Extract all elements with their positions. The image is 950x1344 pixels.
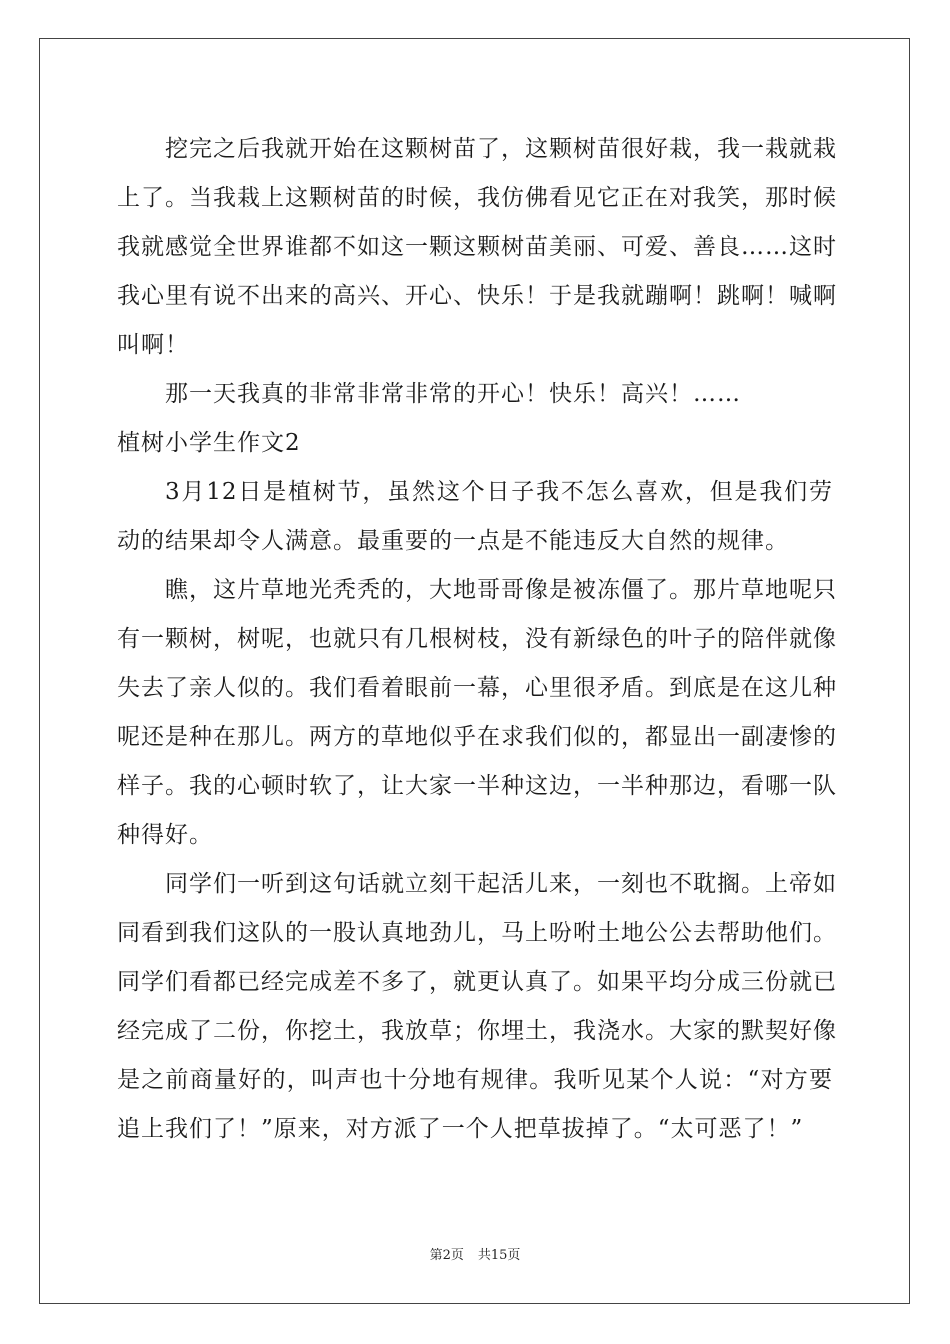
page-footer (0, 1247, 950, 1265)
text-line: 呢还是种在那儿。两方的草地似乎在求我们似的，都显出一副凄惨的 (117, 724, 837, 750)
paragraph (117, 125, 837, 370)
text-line: 有一颗树，树呢，也就只有几根树枝，没有新绿色的叶子的陪伴就像 (117, 626, 837, 652)
text-line: 叫啊！ (117, 332, 189, 358)
section-title-text: 植树小学生作文2 (117, 430, 301, 456)
document-body (117, 125, 837, 1154)
text-line: 是之前商量好的，叫声也十分地有规律。我听见某个人说：“对方要 (117, 1067, 833, 1093)
page-total: 共15页 (477, 1248, 521, 1263)
paragraph (117, 468, 833, 566)
text-line: 样子。我的心顿时软了，让大家一半种这边，一半种那边，看哪一队 (117, 773, 837, 799)
paragraph (117, 566, 837, 860)
paragraph (117, 370, 833, 419)
text-line: 经完成了二份，你挖土，我放草；你埋土，我浇水。大家的默契好像 (117, 1018, 837, 1044)
text-line: 同学们看都已经完成差不多了，就更认真了。如果平均分成三份就已 (117, 969, 837, 995)
text-line: 瞧，这片草地光秃秃的，大地哥哥像是被冻僵了。那片草地呢只 (165, 577, 837, 603)
text-line: 追上我们了！”原来，对方派了一个人把草拔掉了。“太可恶了！” (117, 1116, 804, 1142)
text-line: 那一天我真的非常非常非常的开心！快乐！高兴！…… (165, 381, 741, 407)
text-line: 我心里有说不出来的高兴、开心、快乐！于是我就蹦啊！跳啊！喊啊 (117, 283, 837, 309)
text-line: 动的结果却令人满意。最重要的一点是不能违反大自然的规律。 (117, 528, 789, 554)
text-line: 挖完之后我就开始在这颗树苗了，这颗树苗很好栽，我一栽就栽 (165, 136, 837, 162)
text-line: 失去了亲人似的。我们看着眼前一幕，心里很矛盾。到底是在这儿种 (117, 675, 837, 701)
text-line: 我就感觉全世界谁都不如这一颗这颗树苗美丽、可爱、善良……这时 (117, 234, 837, 260)
text-line: 同学们一听到这句话就立刻干起活儿来，一刻也不耽搁。上帝如 (165, 871, 837, 897)
text-line: 同看到我们这队的一股认真地劲儿，马上吩咐土地公公去帮助他们。 (117, 920, 837, 946)
text-line: 上了。当我栽上这颗树苗的时候，我仿佛看见它正在对我笑，那时候 (117, 185, 837, 211)
text-line: 种得好。 (117, 822, 213, 848)
page-number: 第2页 (429, 1248, 464, 1263)
text-line: 3月12日是植树节，虽然这个日子我不怎么喜欢，但是我们劳 (165, 479, 833, 505)
paragraph (117, 860, 837, 1154)
section-title (117, 419, 833, 468)
